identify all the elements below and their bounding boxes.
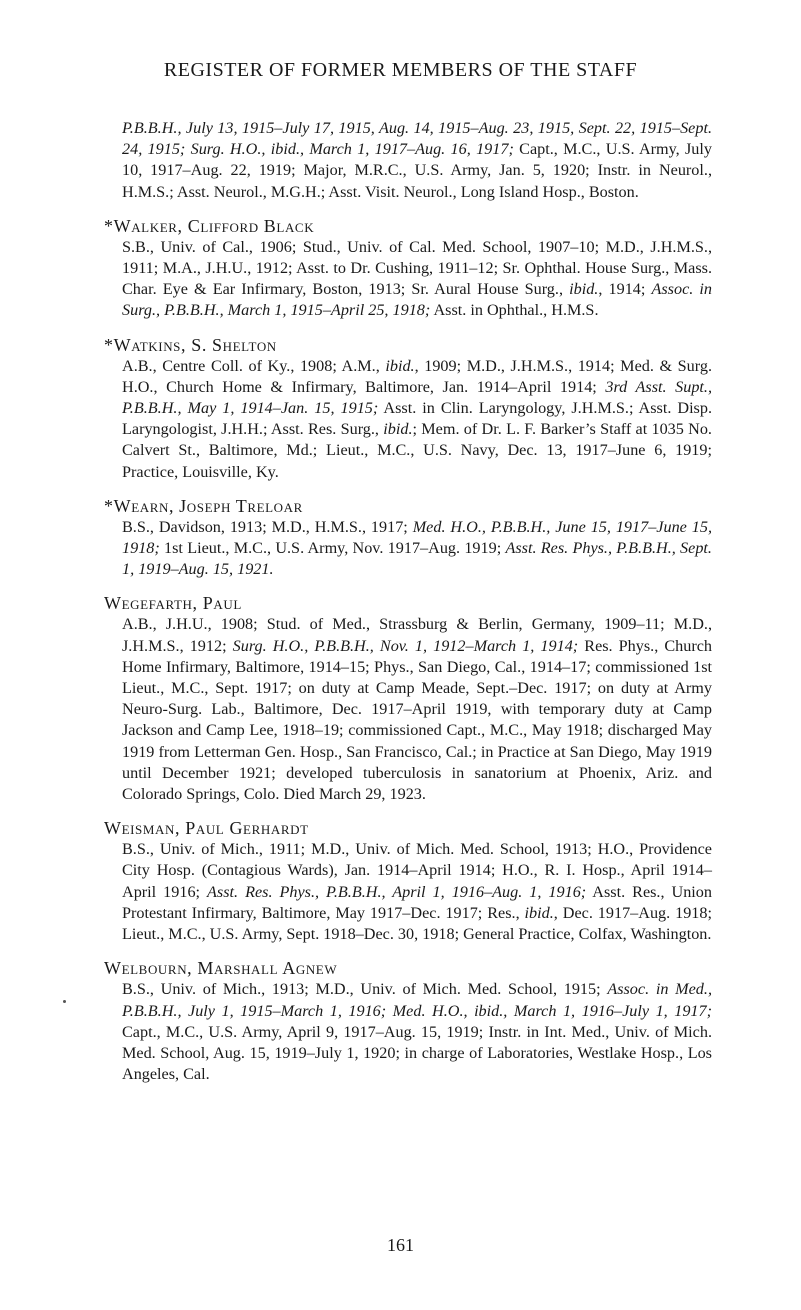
text-segment: Assoc. in Surg., P.B.B.H., March 1, 1915–April 25, 1918; [122, 280, 712, 320]
entry-name: *Watkins, S. Shelton [104, 334, 277, 355]
margin-mark [63, 1000, 66, 1003]
text-segment: ibid. [385, 356, 415, 375]
continued-entry [122, 118, 712, 203]
entry-name: Weisman, Paul Gerhardt [104, 818, 309, 839]
register-entry [104, 495, 712, 581]
register-entry [104, 817, 712, 945]
register-content [104, 118, 713, 1097]
register-entry [104, 334, 713, 483]
text-segment: ibid. [524, 903, 554, 922]
entry-body [122, 517, 712, 581]
entry-body [122, 118, 712, 203]
text-segment: Res. Phys., Church Home Infirmary, Baltimore, 1914–15; Phys., San Diego, Cal., 1914–17; commissioned 1st Lieut., M.C., Sept. 1917; on duty at Camp Meade, Sept.–Dec. 1917; on duty at Army Neuro-Surg. Lab., Baltimore, Dec. 1917–April 1919, with temporary duty at Camp Jackson and Camp Lee, 1918–19; commissioned Capt., M.C., May 1918; discharged May 1919 from Letterman Gen. Hosp., San Francisco, Cal.; in Practice at San Diego, May 1919 until December 1921; developed tuberculosis in sanatorium at Phoenix, Ariz. and Colorado Springs, Colo. Died March 29, 1923. [122, 636, 712, 804]
entry-body [122, 839, 712, 945]
register-entry [104, 215, 712, 322]
text-segment: B.S., Univ. of Mich., 1913; M.D., Univ. of Mich. Med. School, 1915; [122, 980, 608, 999]
text-segment: ibid. [383, 420, 413, 439]
text-segment: Asst. Res. Phys., P.B.B.H., Sept. 1, 1919–Aug. 15, 1921. [122, 539, 712, 579]
text-segment: Assoc. in Med., P.B.B.H., July 1, 1915–March 1, 1916; Med. H.O., ibid., March 1, 1916–July 1, 1917; [122, 980, 712, 1020]
text-segment: 1st Lieut., M.C., U.S. Army, Nov. 1917–Aug. 1919; [159, 539, 506, 558]
text-segment: Asst. Res. Phys., P.B.B.H., April 1, 1916–Aug. 1, 1916; [207, 882, 587, 901]
text-segment: Capt., M.C., U.S. Army, April 9, 1917–Aug. 15, 1919; Instr. in Int. Med., Univ. of Mich. Med. School, Aug. 15, 1919–July 1, 1920; in charge of Laboratories, Westlake Hosp., Los Angeles, Cal. [122, 1022, 712, 1084]
register-entry [104, 592, 712, 805]
entry-name: *Walker, Clifford Black [104, 215, 315, 236]
text-segment: S.B., Univ. of Cal., 1906; Stud., Univ. of Cal. Med. School, 1907–10; M.D., J.H.M.S., 1911; M.A., J.H.U., 1912; Asst. to Dr. Cushing, 1911–12; Sr. Ophthal. House Surg., Mass. Char. Eye & Ear Infirmary, Boston, 1913; Sr. Aural House Surg., [122, 237, 712, 299]
entry-body [122, 614, 712, 805]
text-segment: P.B.B.H., July 13, 1915–July 17, 1915, Aug. 14, 1915–Aug. 23, 1915, Sept. 22, 1915–Sept. 24, 1915; Surg. H.O., ibid., March 1, 1917–Aug. 16, 1917; [122, 119, 712, 159]
running-head: REGISTER OF FORMER MEMBERS OF THE STAFF [163, 59, 638, 81]
text-segment: B.S., Univ. of Mich., 1911; M.D., Univ. of Mich. Med. School, 1913; H.O., Providence City Hosp. (Contagious Wards), Jan. 1914–April 1914; H.O., R. I. Hosp., April 1914–April 1916; [122, 840, 712, 901]
text-segment: ibid. [569, 280, 599, 299]
text-segment: ; Mem. of Dr. L. F. Barker’s Staff at 1035 No. Calvert St., Baltimore, Md.; Lieut., M.C., U.S. Navy, Dec. 13, 1917–June 6, 1919; Practice, Louisville, Ky. [122, 420, 712, 481]
text-segment: A.B., J.H.U., 1908; Stud. of Med., Strassburg & Berlin, Germany, 1909–11; M.D., J.H.M.S., 1912; [122, 615, 712, 655]
text-segment: Med. H.O., P.B.B.H., June 15, 1917–June 15, 1918; [122, 517, 712, 558]
text-segment: Asst. Res., Union Protestant Infirmary, Baltimore, May 1917–Dec. 1917; Res., [122, 882, 712, 922]
register-entry [104, 957, 712, 1085]
text-segment: B.S., Davidson, 1913; M.D., H.M.S., 1917; [122, 517, 413, 536]
entry-body [122, 356, 712, 483]
entry-name: *Wearn, Joseph Treloar [104, 495, 303, 516]
text-segment: , 1914; [598, 280, 652, 299]
text-segment: , 1909; M.D., J.H.M.S., 1914; Med. & Surg. H.O., Church Home & Infirmary, Baltimore, Jan. 1914–April 1914; [122, 356, 712, 396]
entry-body [122, 237, 712, 322]
text-segment: 3rd Asst. Supt., P.B.B.H., May 1, 1914–Jan. 15, 1915; [122, 377, 713, 418]
text-segment: Surg. H.O., P.B.B.H., Nov. 1, 1912–March 1, 1914; [232, 636, 579, 655]
text-segment: Asst. in Ophthal., H.M.S. [430, 301, 599, 320]
text-segment: Capt., M.C., U.S. Army, July 10, 1917–Aug. 22, 1919; Major, M.R.C., U.S. Army, Jan. 5, 1920; Instr. in Neurol., H.M.S.; Asst. Neurol., M.G.H.; Asst. Visit. Neurol., Long Island Hosp., Boston. [122, 140, 712, 201]
text-segment: A.B., Centre Coll. of Ky., 1908; A.M., [122, 356, 386, 375]
text-segment: , Dec. 1917–Aug. 1918; Lieut., M.C., U.S. Army, Sept. 1918–Dec. 30, 1918; General Practice, Colfax, Washington. [122, 903, 712, 944]
text-segment: Asst. in Clin. Laryngology, J.H.M.S.; Asst. Disp. Laryngologist, J.H.H.; Asst. Res. Surg., [122, 399, 713, 439]
entry-body [122, 979, 712, 1085]
entry-name: Welbourn, Marshall Agnew [104, 958, 338, 979]
entry-name: Wegefarth, Paul [104, 593, 242, 614]
page-number: 161 [387, 1235, 414, 1255]
